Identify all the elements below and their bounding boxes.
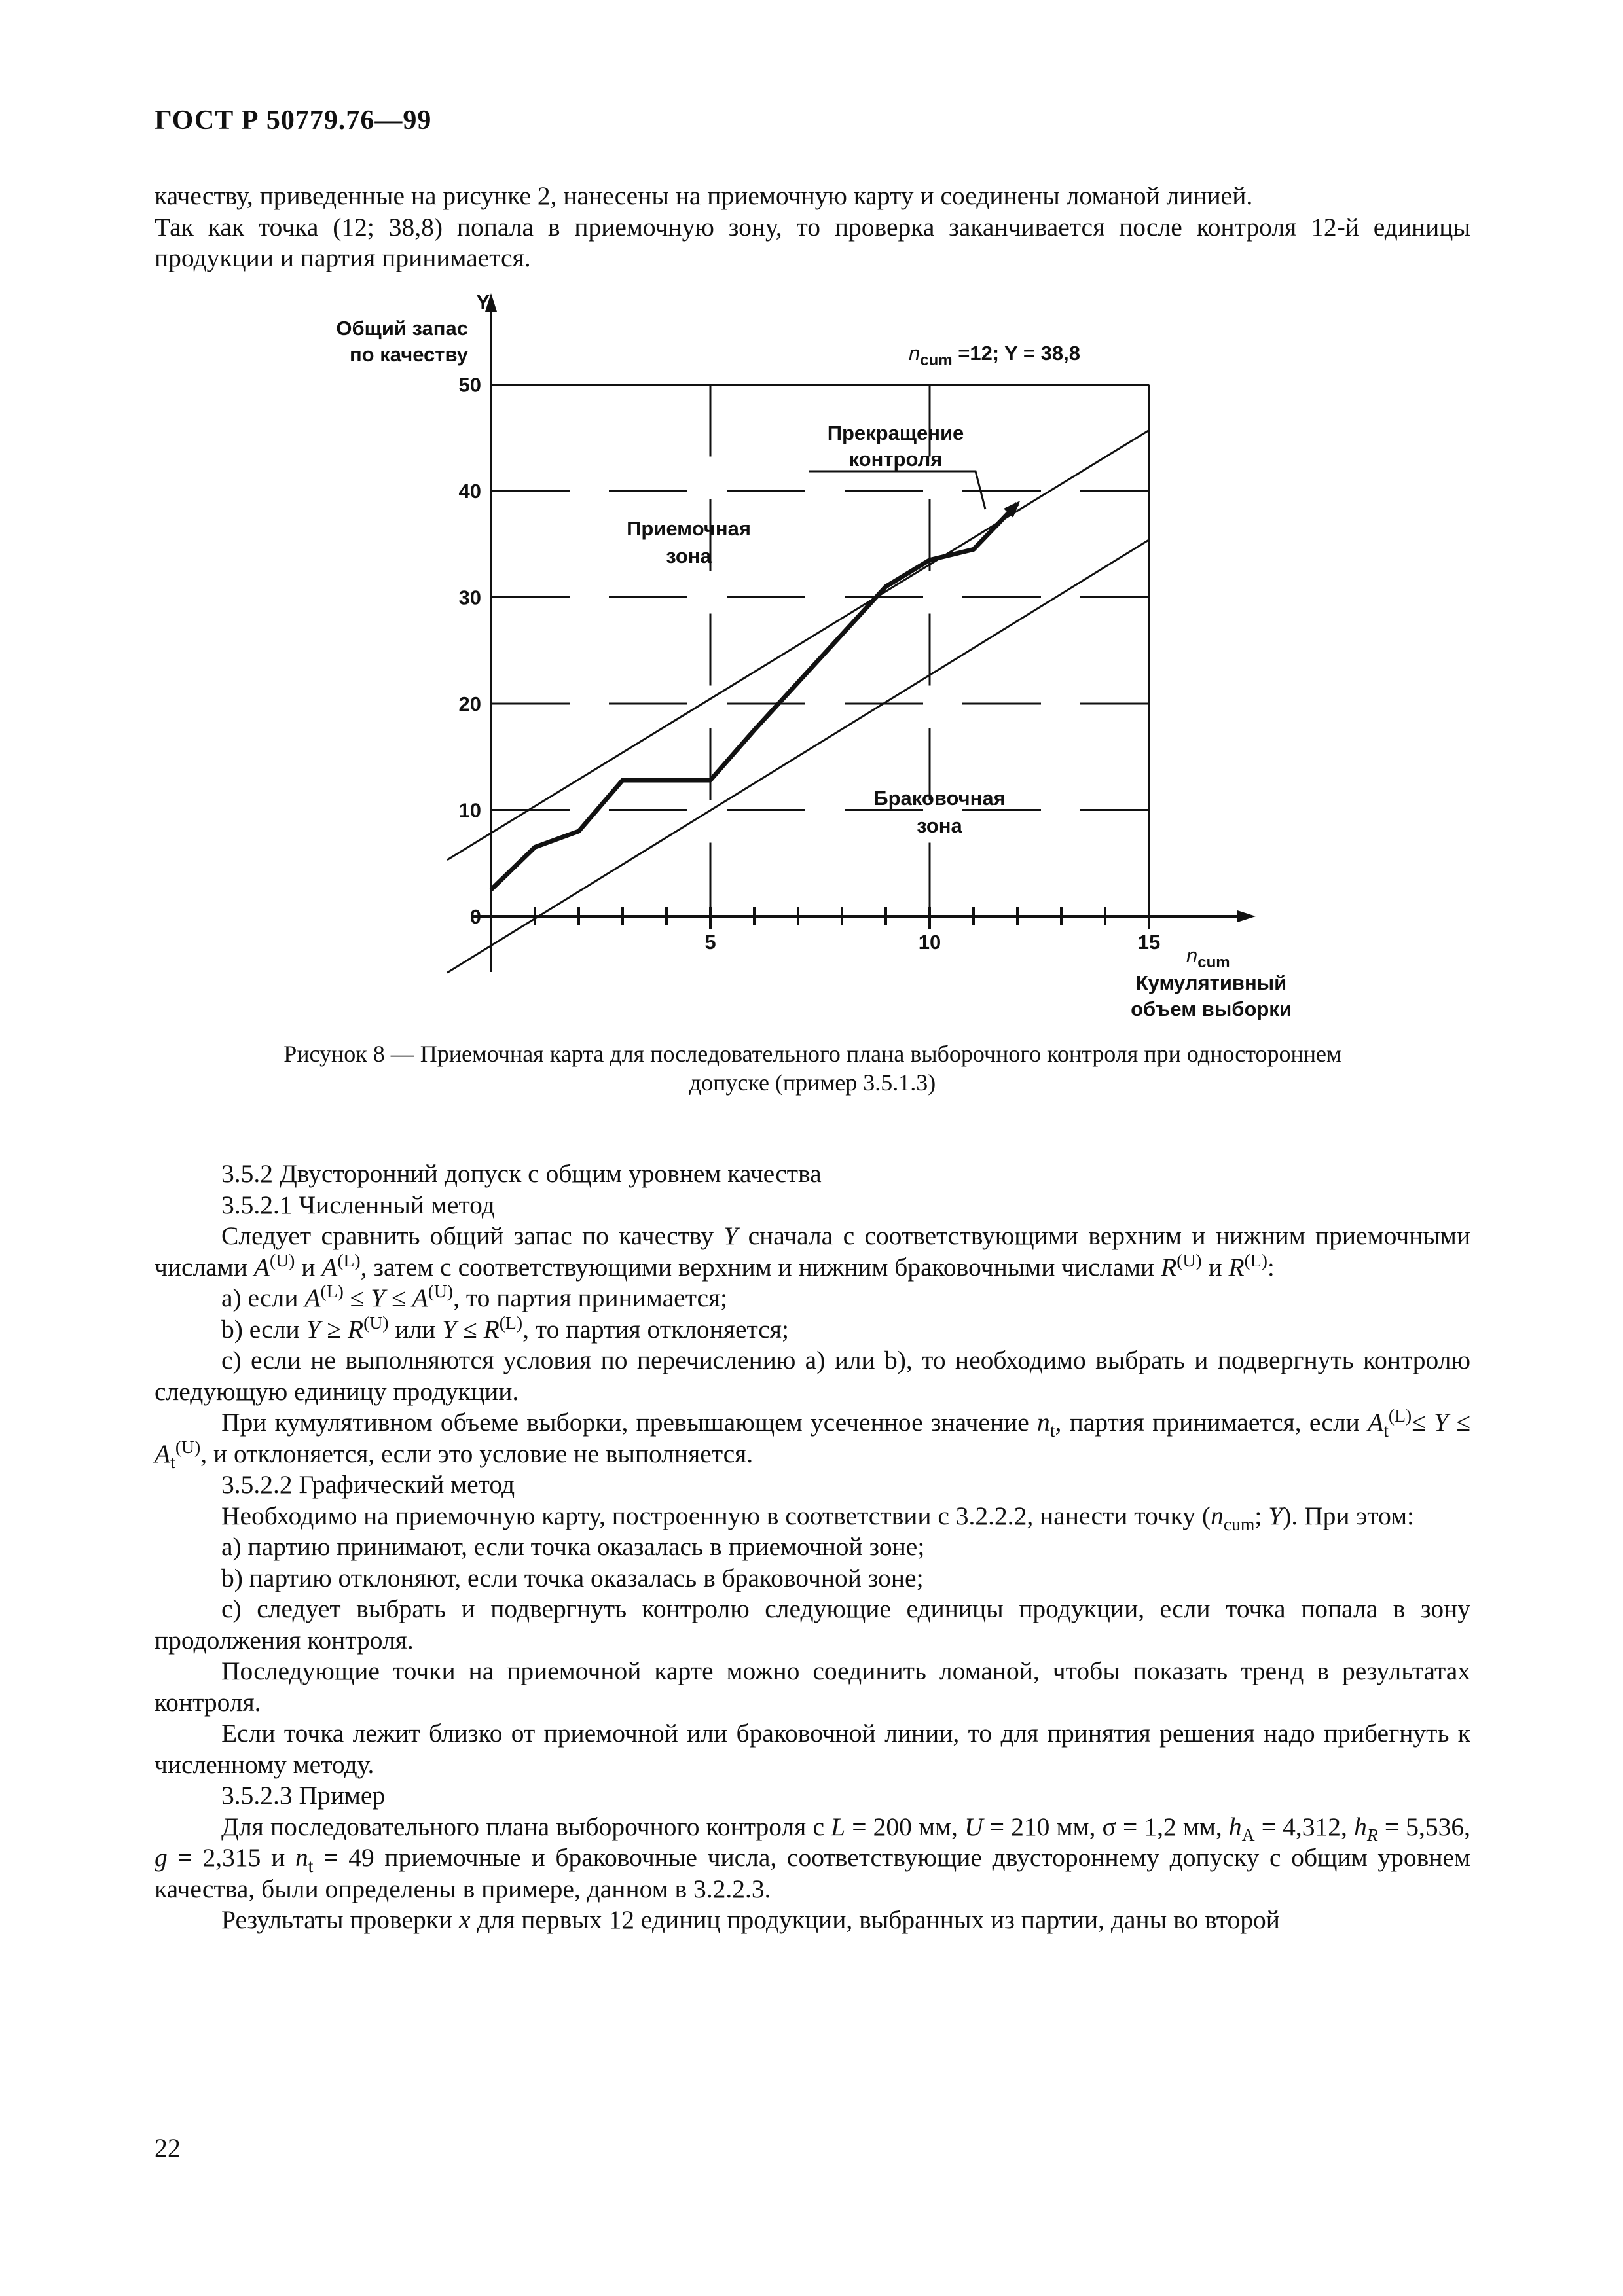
section-3-5-2: 3.5.2 Двусторонний допуск с общим уровнем качества — [221, 1159, 822, 1188]
para-close-point: Если точка лежит близко от приемочной или браковочной линии, то для принятия решения надо прибегнуть к численному методу. — [155, 1719, 1470, 1779]
y-tick-label-0: 0 — [469, 905, 481, 928]
x-axis-label-2: объем выборки — [1131, 997, 1292, 1020]
point-label: $n_{cum} =12$; Y = 38,8 — [909, 342, 1080, 369]
body-text — [155, 1158, 1470, 1936]
graphic-a: a) партию принимают, если точка оказалась в приемочной зоне; — [221, 1532, 925, 1561]
y-axis-label-2: по качеству — [349, 343, 468, 366]
x-minor-ticks — [491, 907, 1149, 929]
reject-zone-label-2: зона — [917, 814, 962, 837]
caption-line-2: допуске (пример 3.5.1.3) — [689, 1069, 936, 1096]
y-tick-label-50: 50 — [458, 373, 481, 397]
acceptance-chart — [336, 288, 1362, 1028]
acceptance-line — [447, 430, 1149, 860]
section-3-5-2-2: 3.5.2.2 Графический метод — [221, 1470, 515, 1499]
y-tick-label-20: 20 — [458, 692, 481, 715]
page-number: 22 — [155, 2133, 181, 2162]
section-3-5-2-3: 3.5.2.3 Пример — [221, 1781, 386, 1810]
x-axis-label-1: Кумулятивный — [1135, 971, 1287, 994]
x-tick-labels — [704, 931, 1160, 954]
x-tick-label-5: 5 — [704, 931, 716, 954]
graphic-b: b) партию отклоняют, если точка оказалась в браковочной зоне; — [221, 1563, 924, 1592]
caption-line-1: Рисунок 8 — Приемочная карта для последовательного плана выборочного контроля при одностороннем — [283, 1041, 1341, 1067]
condition-a: a) если $A^{(L)} \le Y \le A^{(U)}$, то партия принимается; — [221, 1280, 728, 1312]
decision-lines — [447, 430, 1149, 973]
intro-line-1: качеству, приведенные на рисунке 2, нанесены на приемочную карту и соединены ломаной линией. — [155, 181, 1253, 210]
intro-text — [155, 181, 1470, 274]
reject-zone-label-1: Браковочная — [873, 787, 1006, 810]
document-header: ГОСТ Р 50779.76—99 — [155, 105, 432, 135]
intro-line-2: Так как точка (12; 38,8) попала в приемочную зону, то проверка заканчивается после контроля 12-й единицы продукции и партия принимается. — [155, 212, 1470, 272]
condition-c: c) если не выполняются условия по перечислению a) или b), то необходимо выбрать и подвергнуть контролю следующую единицу продукции. — [155, 1346, 1470, 1406]
para-example: Для последовательного плана выборочного контроля с L = 200 мм, U = 210 мм, σ = 1,2 мм, $h_A = 4,312$, $h_R = 5,536$, g = 2,315 и $n_t = 49$ приемочные и браковочные числа, соответствующие двустороннему допуску с общим уровнем качества, были определены в примере, данном в 3.2.2.3. — [155, 1812, 1471, 1903]
condition-b: b) если $Y \ge R^{(U)}$ или $Y \le R^{(L)}$, то партия отклоняется; — [221, 1312, 789, 1344]
para-trend: Последующие точки на приемочной карте можно соединить ломаной, чтобы показать тренд в результатах контроля. — [155, 1657, 1470, 1717]
chart-grid — [491, 385, 1149, 917]
y-axis-label-1: Общий запас — [336, 317, 468, 340]
y-axis-letter: Y — [476, 291, 490, 314]
x-axis-symbol: $n_{cum}$ — [1186, 944, 1230, 971]
x-tick-label-10: 10 — [918, 931, 941, 954]
para-numeric-method: Следует сравнить общий запас по качеству Y сначала с соответствующими верхним и нижним приемочными числами $A^{(U)}$ и $A^{(L)}$, затем с соответствующими верхним и нижним браковочными числами $R^{(U)}$ и $R^{(L)}$: — [155, 1221, 1470, 1282]
y-tick-label-40: 40 — [458, 480, 481, 503]
para-results: Результаты проверки x для первых 12 единиц продукции, выбранных из партии, даны во второй — [221, 1905, 1280, 1934]
x-axis-arrow — [1237, 910, 1256, 922]
x-tick-label-15: 15 — [1137, 931, 1161, 954]
accept-zone-label-2: зона — [666, 545, 712, 567]
graphic-c: c) следует выбрать и подвергнуть контролю следующие единицы продукции, если точка попала в зону продолжения контроля. — [155, 1594, 1470, 1655]
figure-caption — [155, 1039, 1470, 1097]
y-tick-label-30: 30 — [458, 586, 481, 609]
accept-zone-label-1: Приемочная — [627, 517, 751, 540]
para-graphic-method: Необходимо на приемочную карту, построенную в соответствии с 3.2.2.2, нанести точку ($n_{cum}$; Y). При этом: — [221, 1501, 1415, 1534]
y-tick-label-10: 10 — [458, 798, 481, 822]
stop-label-1: Прекращение — [827, 422, 964, 444]
section-3-5-2-1: 3.5.2.1 Численный метод — [221, 1190, 495, 1219]
para-truncation: При кумулятивном объеме выборки, превышающем усеченное значение $n_t$, партия принимается, если $A_t^{(L)}\le Y \le A_t^{(U)}$, и отклоняется, если это условие не выполняется. — [155, 1405, 1470, 1472]
stop-label-2: контроля — [848, 448, 943, 471]
